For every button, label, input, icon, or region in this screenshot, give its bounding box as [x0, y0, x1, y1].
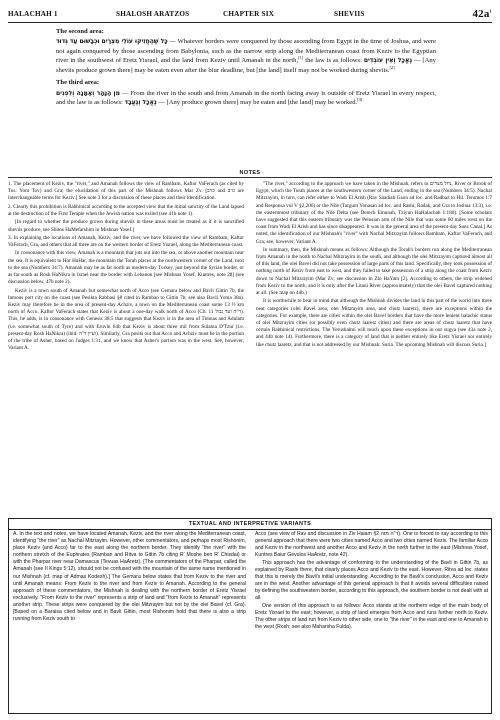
- note-paragraph: In summary, then, the Mishnah means as follows: Although the Torah's borders run along the Mediterranean from Amanah in the north to Nachal Mitzrayim in the south, and although the olei Mitzrayim captured almost all of this land, the olei Bavel did not take possession of large parts of this land. Specifically, they took possession of nothing north of Keziv from east to west, and they failed to take possession of a strip along the coast from Keziv down to Nachal Mitzrayim (Mar Zv; see discussion in Zio HaYam [2]. According to others, the strip widened from Keziv to the north, and it is only after the Litani River (approximately) that the olei Bavel captured nothing at all. (See map on 44b.): [256, 246, 492, 296]
- note-paragraph: 3. In explaining the locations of Amanah, Keziv, and the river, we have followed the view of Rambam, Kaftor VaFerach, Gra, and others that all three are on the western border of Eretz Yisrael, along the Mediterranean coast.: [8, 234, 244, 249]
- variant-paragraph: A. In the text and notes, we have located Amanah, Keziv, and the river along the Mediterranean coast, identifying "the river" as Nachal Mitzrayim. However, other commentators, and perhaps most Rishonim, place Keziv (and Acco) far to the east along the northern border. They identify "the river" with the northern stretch of the Euphrates (Ramban and Ritva to Gittin 7b citing R' Moshe ben R' Chisdai) or with the Pharpar river near Damascus (Tevuas HaAretz). [The commentators of the Pharpar, called the Amanah (see II Kings 5:12), should not be confused with the mountain of the same name mentioned in our Mishnah (cf. map of Admas Kodesh).] The Gemara below states that from Keziv to the river and until Amanah means: From Keziv to the river and from Keziv to Amanah. According to the general approach of these commentators, the Mishnah is dealing with the northern border of Eretz Yisrael exclusively. "From Keziv to the river" represents a strip of land and "from Keziv to Amanah" represents another strip. These strips were conquered by the olei Mitzrayim but not by the olei Bavel (cf. Gra). [Based on a Baraisa cited below and in Bavli Gittin, most Rishonim hold that there is also a strip running from Keziv south to: [13, 531, 246, 623]
- folio-number: [472, 8, 492, 20]
- second-area-body: [56, 37, 436, 75]
- variants-box: [8, 518, 492, 714]
- folio-superscript: 1: [489, 8, 492, 14]
- third-area-text-2: — [Any produce grown there] may be eaten and [the land] may be worked.: [156, 99, 358, 107]
- notes-section: [8, 181, 492, 517]
- second-area-text-1: — Whatever borders were conquered by those ascending from Egypt in the time of Joshua, and were not again conquered by those ascending from Babylonia, such as the narrow strip along the Mediterranean coast from Keziv to the Egyptian river in the southwest of Eretz Yisrael, and the land from Keziv until Amanah in the north,: [56, 38, 437, 65]
- footnote-ref-2: [2]: [389, 64, 395, 70]
- third-area-hebrew-2: נֶאֱכָל וְנֶעֱבָד: [124, 99, 157, 107]
- notes-divider: [8, 177, 492, 178]
- header-divider: [8, 22, 492, 23]
- variant-paragraph: This approach has the advantage of conforming to the understanding of the Bavli in Gittin 7b, as explained by Rashi there, that clearly places Acco and Keziv to the east. However, Ritva ad loc. states that this is merely the Bavli's initial understanding. According to the Bavli's conclusion, Acco and Keziv are in the west. Another advantage of this general approach is that it avoids several difficulties raised by defining the southwestern border, according to this approach, the southern border is not dealt with at all.: [255, 559, 488, 602]
- third-area-hebrew-1: מִן הַנָּהָר וְאַמָּנָה וְלִפְנִים: [56, 89, 120, 97]
- footnote-ref-1: [1]: [298, 55, 304, 61]
- note-paragraph: 2. Clearly this prohibition is Rabbinical according to the accepted view that the initial sanctity of the Land lapsed at the destruction of the First Temple when the Jewish nation was exiled (see 41b note 1).: [8, 203, 244, 217]
- variant-paragraph: Acco (see view of Rav and discussion in Ziv Haiam §2 ד"ה מזה). One is forced to say according to this general approach that there were two cities named Acco and two cities named Keziv. The familiar Acco and Keziv in the northwest and another Acco and Keziv in the north further to the east (Mishnas Yosef, Kuntres Baiur Gevulos HaAretz, note 42).: [255, 531, 488, 559]
- third-area-body: [56, 89, 436, 108]
- second-area-hebrew-2: נֶאֱכָל וְאֵין עוֹבְדִים: [363, 57, 413, 65]
- second-area-heading: The second area:: [56, 28, 104, 35]
- chapter-title: SHALOSH ARATZOS: [116, 10, 190, 18]
- third-area-heading: The third area:: [56, 79, 100, 87]
- notes-right-column: [256, 181, 492, 517]
- tractate-name: SHEVIIS: [334, 10, 365, 18]
- running-head: [8, 8, 492, 22]
- chapter-number: CHAPTER SIX: [223, 10, 275, 18]
- note-paragraph: "The river," according to the approach we have taken in the Mishnah, refers to נחל מצרים, River or Brook of Egypt, which the Torah places at the southwestern corner of the Land, ending in the sea (Numbers 34:5). Nachal Mitzrayim, in turn, can refer either to Wadi El Arish (Rav Saadiah Gaon ad loc. and Radbaz to Hil. Terumos 1:7 and Responsa vol V §2,206) or the Nile (Targum Yonasan ad loc. and Rashi, Radak, and Gra to Joshua 13:3), i.e. the easternmost tributary of the Nile Delta (see Derech Emunah, Tziyun HaHalachah 1:180). [Some scholars have suggested that this eastern tributary was the Pelusian arm of the Nile that was some 60 miles west on the coast from Wadi El Arish and has since disappeared. It was in the general area of the present-day Suez Canal.] As noted, the identification of our Mishnah's "river" with Nachal Mitzrayim follows Rambam, Kaftor VaFerach, and Gra; see, however, Variant A.: [256, 181, 492, 245]
- note-paragraph: [In regard to whether the produce grown during sheviis in these areas must be treated as if it is sanctified sheviis produce, see Shitos HaMefarshim in Mishnas Yosef.]: [8, 219, 244, 233]
- third-area-text-1: — From the river in the south and from Amanah in the north facing away is outside of Eretz Yisrael in every respect, and the law is as follows:: [56, 89, 436, 107]
- main-text: [56, 27, 436, 111]
- halacha-label: HALACHAH 1: [8, 10, 58, 18]
- variants-heading: TEXTUAL AND INTERPRETIVE VARIANTS: [188, 521, 312, 527]
- note-paragraph: It is worthwhile to bear in mind that although the Mishnah divides the land in this part of the world into three neat categories (olei Bavel area, olei Mitzrayim area, and chutz laaretz), there are exceptions within the categories. For example, there are cities within the olei Bavel borders that have the more lenient halachic status of olei Mitzrayim cities (or possibly even chutz laaretz cities) and there are areas of chutz laaretz that have certain Rabbinical restrictions. The Yerushalmi will touch upon these exceptions in our sugya (see 43a note 2, and 44b note 14). Furthermore, there is a category of land that is neither entirely like Eretz Yisrael nor entirely like chutz laaretz, and that is not addressed by our Mishnah: Suria. The upcoming Mishnah will discuss Suria.]: [256, 298, 492, 348]
- second-area-text-2: the law is as follows:: [303, 57, 364, 65]
- notes-left-column: [8, 181, 244, 517]
- footnote-ref-3: [3]: [357, 96, 363, 102]
- note-paragraph: 1. The placement of Keziv, the "river," and Amanah follows the view of Rambam, Kaftor VaFerach (as cited by Tos. Yom Tov) and Gra; the elucidation of this part of the Mishnah follows Mar Zv. [כזיב and גזיב are interchangeable terms for Keziv.] See note 3 for a discussion of these places and their identification.: [8, 181, 244, 202]
- second-area-hebrew-1: כָּל שֶׁהֶחֱזִיקוּ עוֹלֵי מִצְרַיִם וּכְבָשׁוּם עַד גְּדוּד: [56, 38, 168, 46]
- folio-value: 42a: [472, 8, 490, 20]
- variant-paragraph: One version of this approach is as follows: Acco stands at the northern edge of the main body of Eretz Yisrael to the east; however, a strip of land emerges from Acco and runs further north to Keziv. The other strips of land run from Keziv to other side, one to "the river" in the east and one to Amanah in the west (Rosh; see also Maharsha Fulda).: [255, 603, 488, 631]
- variants-divider: [9, 529, 491, 530]
- note-paragraph: In consonance with this view, Amanah is a mountain that juts out into the sea, or above another mountain near the sea. It is equivalent to Hor HaHar, the mountain the Torah places at the northwestern corner of the Land, next to the sea (Numbers 34:7). Amanah may be as far north as modern-day Turkey, just beyond the Syrian border, or as far south as Rosh HaNikra in Israel near the border with Lebanon [see Mishnas Yosef, Kuntres, note 28] (see discussion below, 47b note 2).: [8, 250, 244, 286]
- variants-right-column: [255, 531, 488, 713]
- second-area-text-3: — [Any sheviis produce grown there] may be eaten even after the biur deadline, but [the land] itself may not be worked during sheviis.: [56, 57, 436, 74]
- variants-left-column: [13, 531, 246, 713]
- note-paragraph: Keziv is a town south of Amanah but somewhat north of Acco (see Gemara below and Bavli Gittin 7b, the famous port city on the coast (see Pesikta Rabbasi §8 cited in Ramban to Gittin 7b; see also Bavli Yoma 38a). Keziv may therefore be in the area of present-day Achziv, a town on the Mediterranean coast some 13 ½ km north of Acco. Kaftor VaFerach states that Keziv is about a one-day walk north of Acco (Ch. 11 ד"ה ועד גבול). This, he adds, is in consonance with Genesis 38:5 that suggests that Keziv is in the area of Timnas and Adulam (i.e. somewhat south of Tyre) and with Eruvin 64b that Keziv is about three mil from Sulama D'Tzur (i.e. present-day Rosh HaNikra) (ibid. ועיין ד"ה). Similarly, Gra posits out that Acco and Achziv must be in the portion of the tribe of Asher, based on Judges 1:31, and we know that Asher's portion was in the west. See, however, Variant A.: [8, 287, 244, 352]
- notes-heading: NOTES: [239, 170, 261, 176]
